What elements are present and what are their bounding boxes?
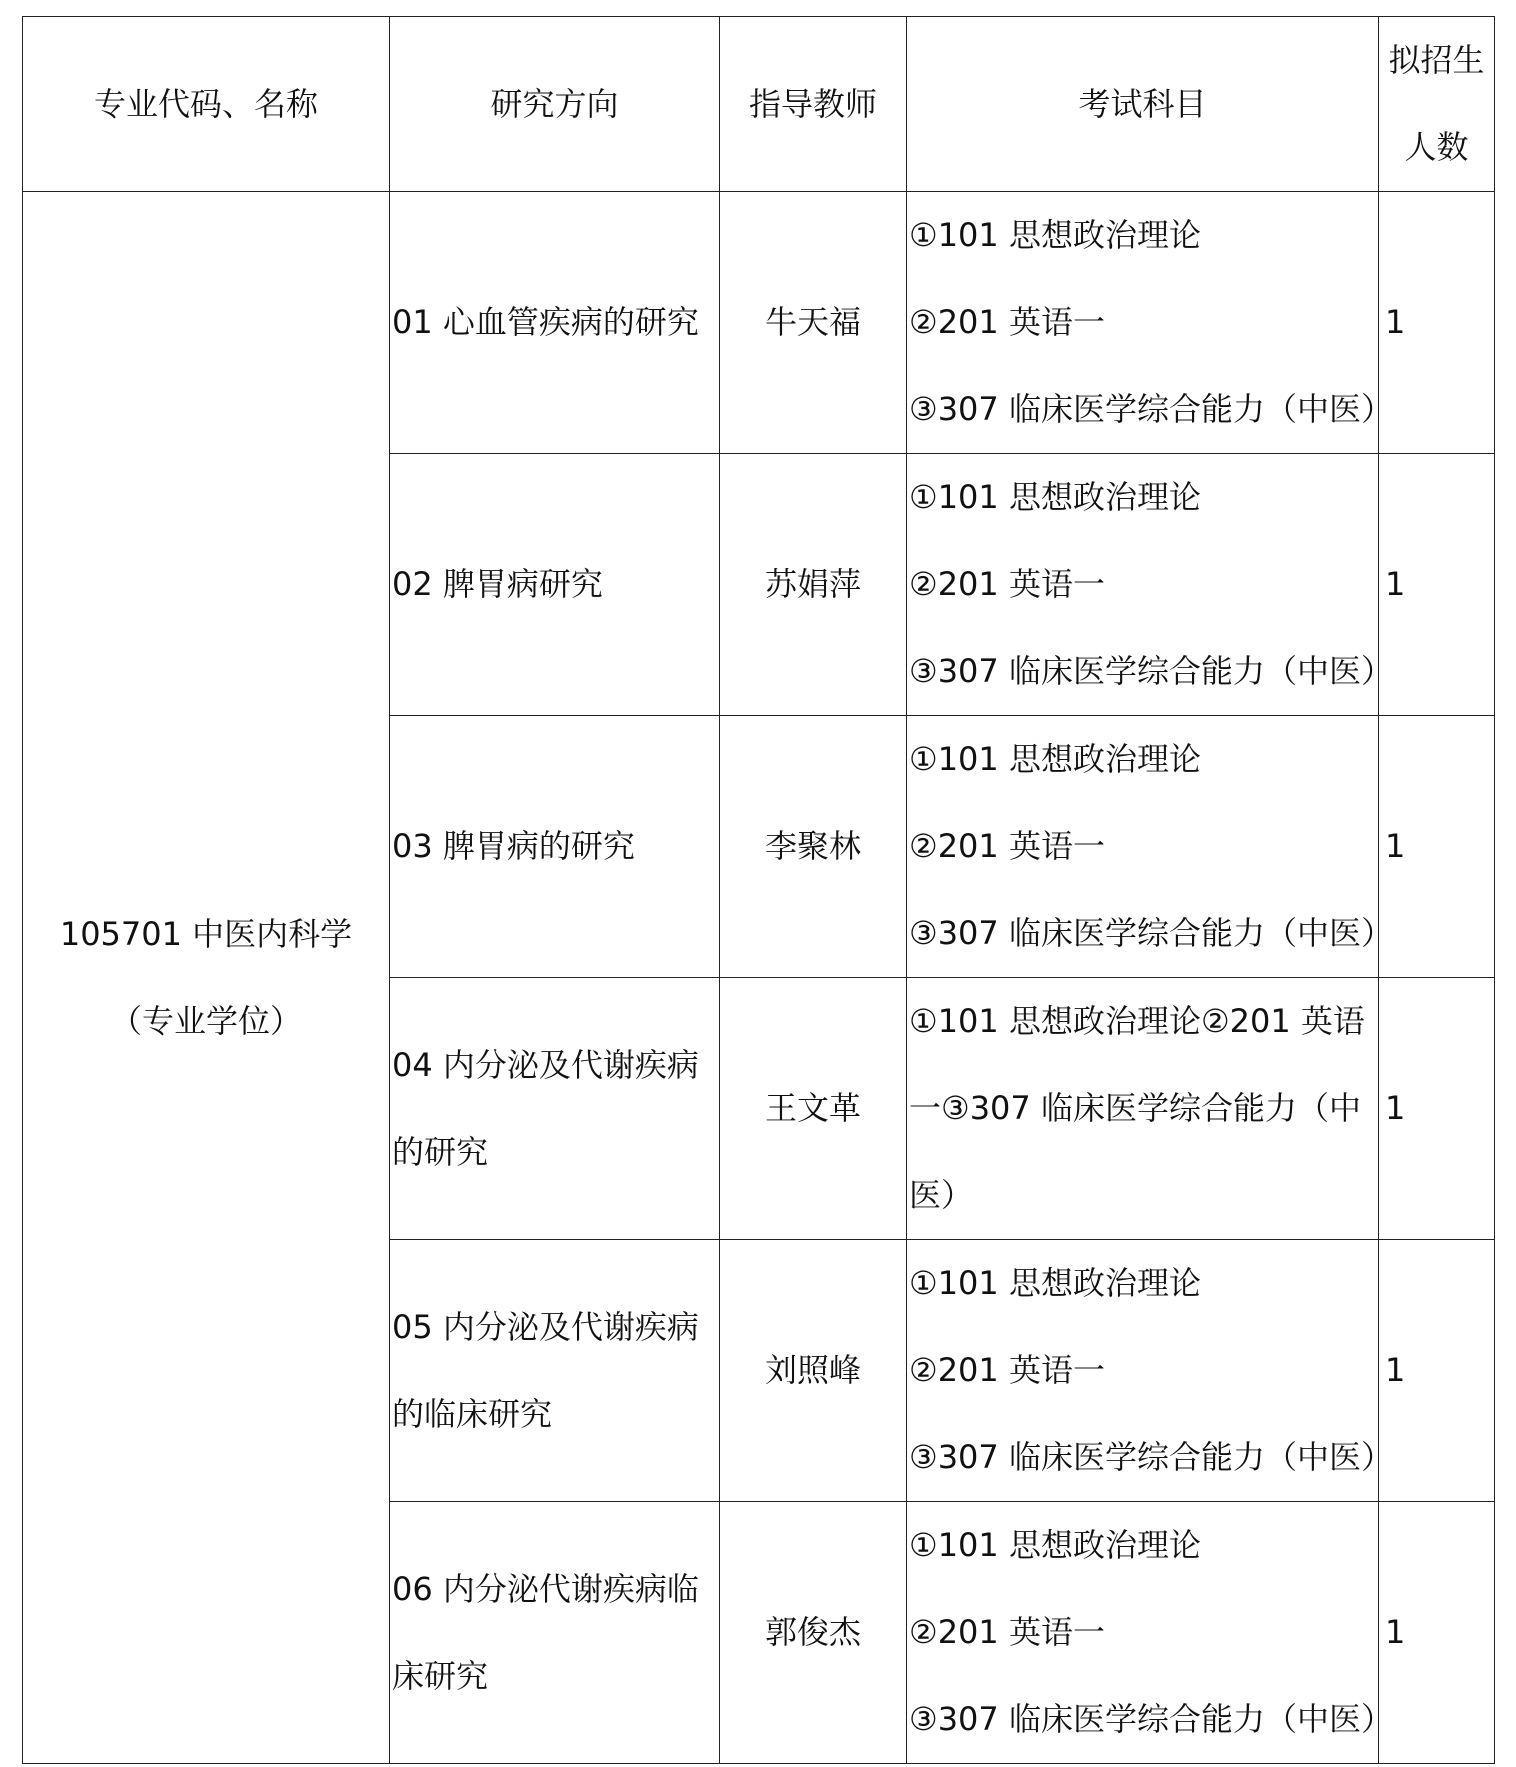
- direction-cell: 03 脾胃病的研究: [390, 716, 720, 978]
- count-cell: 1: [1379, 716, 1495, 978]
- subjects-cell: [907, 1240, 1393, 1502]
- advisor-cell: 郭俊杰: [720, 1502, 907, 1764]
- subject-item: ③307 临床医学综合能力（中医）: [909, 652, 1393, 690]
- subject-item: ①101 思想政治理论: [909, 740, 1201, 778]
- subjects-cell: [907, 454, 1393, 716]
- advisor-cell: 王文革: [720, 978, 907, 1240]
- table-header-row: [23, 17, 1495, 192]
- header-count-line1: 拟招生: [1388, 41, 1485, 79]
- advisor-cell: 李聚林: [720, 716, 907, 978]
- header-count: [1379, 17, 1495, 192]
- subject-item: ②201 英语一: [909, 1613, 1105, 1651]
- subjects-text: ①101 思想政治理论②201 英语一③307 临床医学综合能力（中医）: [909, 1002, 1365, 1214]
- subject-item: ②201 英语一: [909, 565, 1105, 603]
- subject-item: ①101 思想政治理论: [909, 1264, 1201, 1302]
- subject-item: ③307 临床医学综合能力（中医）: [909, 1438, 1393, 1476]
- subject-item: ①101 思想政治理论: [909, 478, 1201, 516]
- subject-item: ③307 临床医学综合能力（中医）: [909, 1700, 1393, 1738]
- header-subjects: 考试科目: [907, 17, 1379, 192]
- subject-item: ③307 临床医学综合能力（中医）: [909, 914, 1393, 952]
- subject-item: ①101 思想政治理论: [909, 216, 1201, 254]
- direction-cell: 04 内分泌及代谢疾病的研究: [390, 978, 720, 1240]
- header-count-line2: 人数: [1404, 128, 1469, 166]
- major-code-name: 105701 中医内科学: [59, 914, 353, 953]
- subject-item: ②201 英语一: [909, 1351, 1105, 1389]
- count-cell: 1: [1379, 1240, 1495, 1502]
- advisor-cell: 牛天福: [720, 192, 907, 454]
- direction-cell: 05 内分泌及代谢疾病的临床研究: [390, 1240, 720, 1502]
- subject-item: ②201 英语一: [909, 303, 1105, 341]
- direction-cell: 02 脾胃病研究: [390, 454, 720, 716]
- subjects-cell: [907, 716, 1393, 978]
- table-row: [23, 192, 1495, 454]
- count-cell: 1: [1379, 454, 1495, 716]
- count-cell: 1: [1379, 978, 1495, 1240]
- header-major: 专业代码、名称: [23, 17, 390, 192]
- subjects-cell: [907, 192, 1393, 454]
- subjects-cell: [907, 1502, 1393, 1764]
- count-cell: 1: [1379, 192, 1495, 454]
- header-direction: 研究方向: [390, 17, 720, 192]
- header-advisor: 指导教师: [720, 17, 907, 192]
- count-cell: 1: [1379, 1502, 1495, 1764]
- admissions-table: [22, 16, 1495, 1764]
- subjects-cell: [907, 978, 1379, 1240]
- subject-item: ②201 英语一: [909, 827, 1105, 865]
- direction-cell: 06 内分泌代谢疾病临床研究: [390, 1502, 720, 1764]
- major-cell: [23, 192, 390, 1764]
- subject-item: ①101 思想政治理论: [909, 1526, 1201, 1564]
- advisor-cell: 刘照峰: [720, 1240, 907, 1502]
- major-type: （专业学位）: [109, 1001, 302, 1040]
- advisor-cell: 苏娟萍: [720, 454, 907, 716]
- subject-item: ③307 临床医学综合能力（中医）: [909, 390, 1393, 428]
- direction-cell: 01 心血管疾病的研究: [390, 192, 720, 454]
